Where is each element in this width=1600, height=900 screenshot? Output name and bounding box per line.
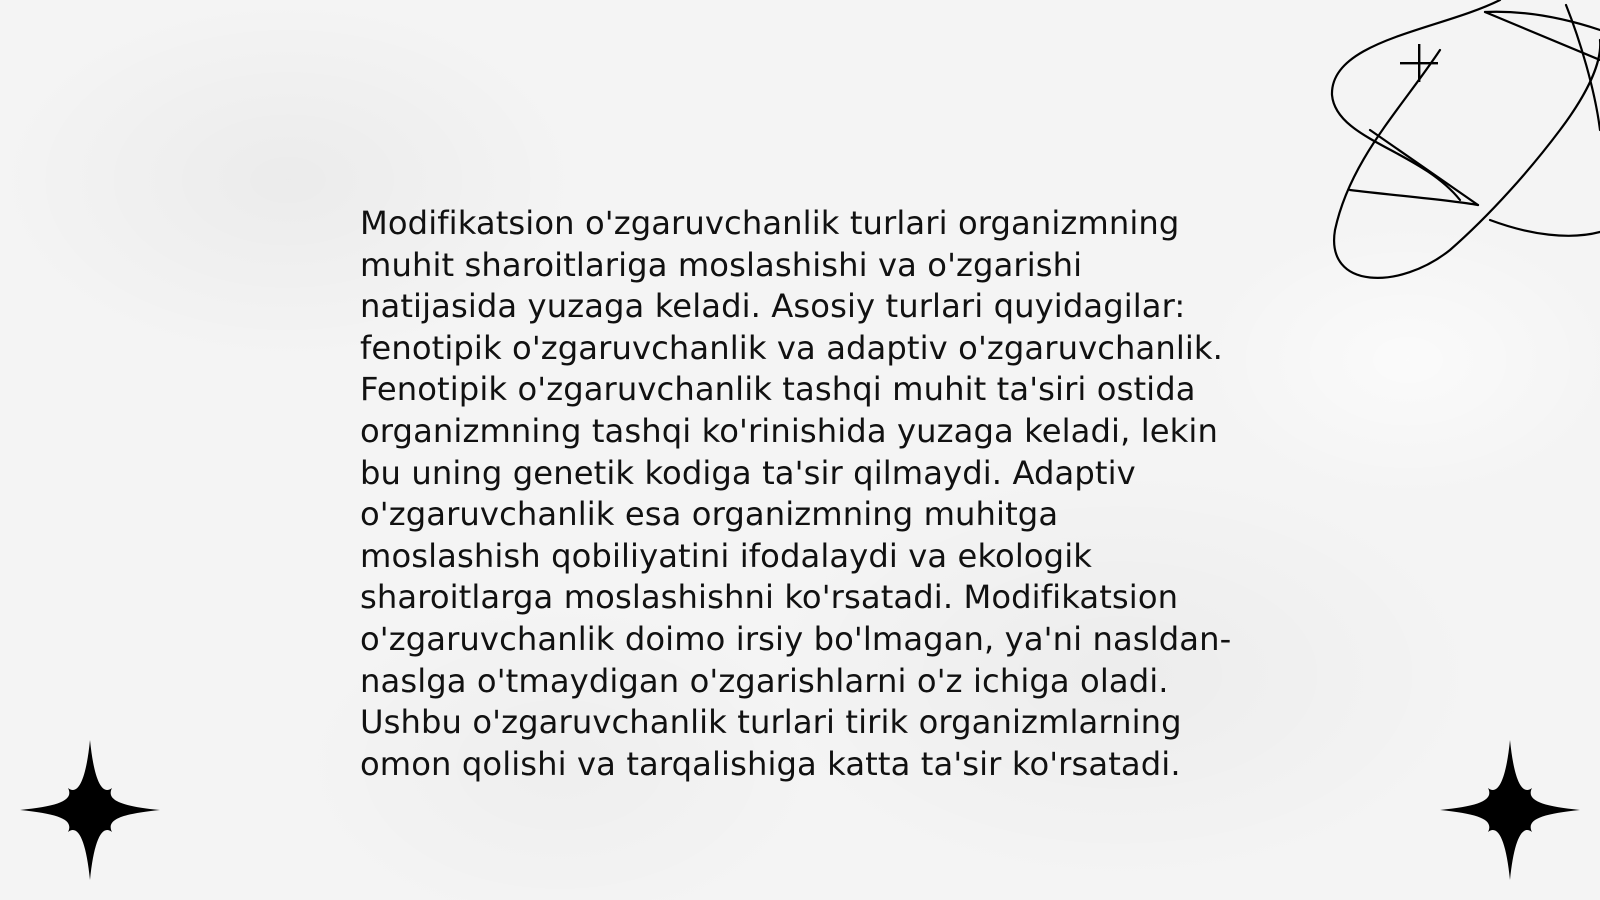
slide-body-text: Modifikatsion o'zgaruvchanlik turlari organizmning muhit sharoitlariga moslashishi va o'zgarishi natijasida yuzaga keladi. Asosiy turlari quyidagilar: fenotipik o'zgaruvchanlik va adaptiv o'zgaruvchanlik. Fenotipik o'zgaruvchanlik tashqi muhit ta'siri ostida organizmning tashqi ko'rinishida yuzaga keladi, lekin bu uning genetik kodiga ta'sir qilmaydi. Adaptiv o'zgaruvchanlik esa organizmning muhitga moslashish qobiliyatini ifodalaydi va ekologik sharoitlarga moslashishni ko'rsatadi. Modifikatsion o'zgaruvchanlik doimo irsiy bo'lmagan, ya'ni nasldan-naslga o'tmaydigan o'zgarishlarni o'z ichiga oladi. Ushbu o'zgaruvchanlik turlari tirik organizmlarning omon qolishi va tarqalishiga katta ta'sir ko'rsatadi. bbox=[360, 204, 1232, 783]
orbit-swirl-icon bbox=[1330, 0, 1600, 290]
four-point-star-icon bbox=[20, 740, 160, 880]
four-point-star-icon bbox=[1440, 740, 1580, 880]
small-sparkle-icon bbox=[1400, 44, 1438, 82]
